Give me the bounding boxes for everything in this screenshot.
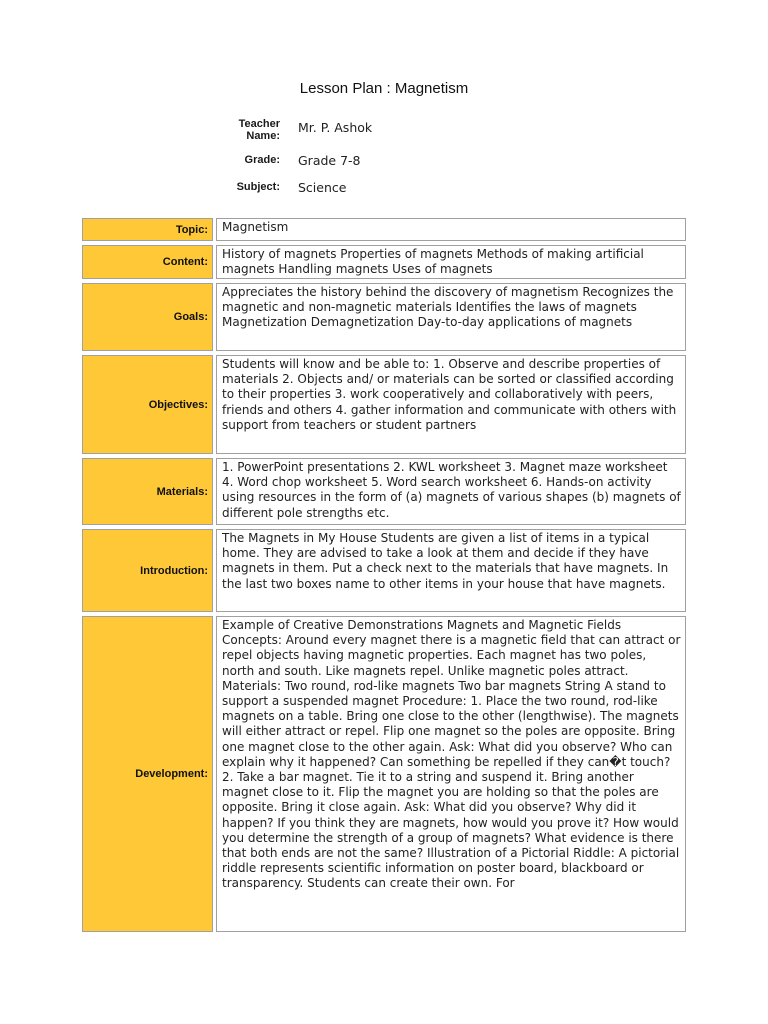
row-objectives xyxy=(82,355,686,454)
title-subject: Magnetism xyxy=(394,80,469,97)
meta-row-subject xyxy=(218,174,372,200)
objectives-value: Students will know and be able to: 1. Observe and describe properties of materials 2. Objects and/ or materials can be sorted or classified according to their properties 3. work cooperatively and collaboratively with peers, friends and others 4. gather information and communicate with others with support from teachers or student partners xyxy=(216,355,686,454)
row-materials xyxy=(82,458,686,525)
development-value: Example of Creative Demonstrations Magnets and Magnetic Fields Concepts: Around every magnet there is a magnetic field that can attract or repel objects having magnetic properties. Each magnet has two poles, north and south. Like magnets repel. Unlike magnetic poles attract. Materials: Two round, rod-like magnets Two bar magnets String A stand to support a suspended magnet Procedure: 1. Place the two round, rod-like magnets on a table. Bring one close to the other (lengthwise). The magnets will either attract or repel. Flip one magnet so the poles are opposite. Bring one magnet close to the other again. Ask: What did you observe? Who can explain why it happened? Can something be repelled if they can�t touch? 2. Take a bar magnet. Tie it to a string and suspend it. Bring another magnet close to it. Flip the magnet you are holding so that the poles are opposite. Bring it close again. Ask: What did you observe? Why did it happen? If you think they are magnets, how would you prove it? How would you determine the strength of a group of magnets? What evidence is there that both ends are not the same? Illustration of a Pictorial Riddle: A pictorial riddle represents scientific information on poster board, blackboard or transparency. Students can create their own. For xyxy=(216,616,686,932)
subject-label: Subject: xyxy=(236,181,280,193)
topic-value: Magnetism xyxy=(216,218,686,241)
content-value: History of magnets Properties of magnets Methods of making artificial magnets Handling magnets Uses of magnets xyxy=(216,245,686,279)
meta-row-grade xyxy=(218,146,372,174)
row-content xyxy=(82,245,686,279)
row-goals xyxy=(82,283,686,351)
grade-label: Grade: xyxy=(244,154,280,166)
lesson-meta xyxy=(218,114,372,200)
subject-value: Science xyxy=(298,179,347,195)
goals-value: Appreciates the history behind the discovery of magnetism Recognizes the magnetic and non-magnetic materials Identifies the laws of magnets Magnetization Demagnetization Day-to-day applications of magnets xyxy=(216,283,686,351)
grade-value: Grade 7-8 xyxy=(298,152,361,168)
development-label: Development: xyxy=(82,616,213,932)
lesson-plan-table xyxy=(82,218,686,936)
teacher-value: Mr. P. Ashok xyxy=(298,119,373,135)
introduction-label: Introduction: xyxy=(82,529,213,612)
row-development xyxy=(82,616,686,932)
materials-label: Materials: xyxy=(82,458,213,525)
page-title xyxy=(0,80,768,97)
row-introduction xyxy=(82,529,686,612)
row-topic xyxy=(82,218,686,241)
introduction-value: The Magnets in My House Students are given a list of items in a typical home. They are advised to take a look at them and decide if they have magnets in them. Put a check next to the materials that have magnets. In the last two boxes name to other items in your house that have magnets. xyxy=(216,529,686,612)
teacher-label: Teacher Name: xyxy=(238,118,280,142)
objectives-label: Objectives: xyxy=(82,355,213,454)
topic-label: Topic: xyxy=(82,218,213,241)
content-label: Content: xyxy=(82,245,213,279)
goals-label: Goals: xyxy=(82,283,213,351)
materials-value: 1. PowerPoint presentations 2. KWL worksheet 3. Magnet maze worksheet 4. Word chop worksheet 5. Word search worksheet 6. Hands-on activity using resources in the form of (a) magnets of various shapes (b) magnets of different pole strengths etc. xyxy=(216,458,686,525)
meta-row-teacher xyxy=(218,114,372,146)
title-label: Lesson Plan : xyxy=(299,80,391,97)
